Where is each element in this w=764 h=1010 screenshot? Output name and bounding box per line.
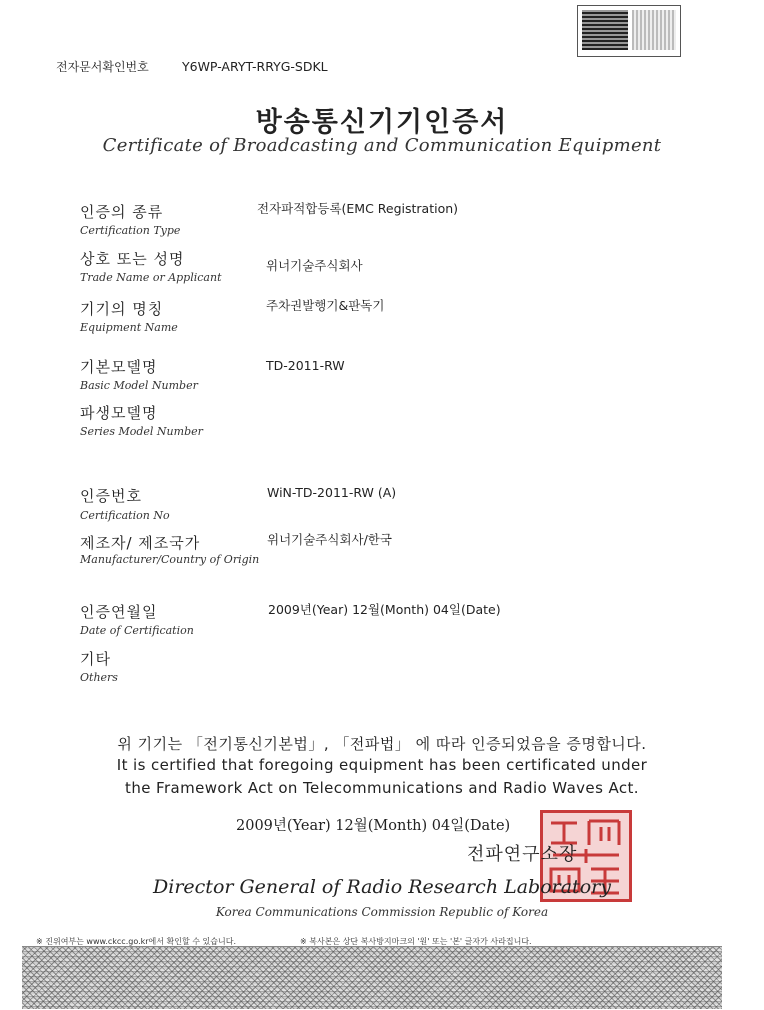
director-title-korean: 전파연구소장 — [467, 844, 578, 865]
field-label-en: Trade Name or Applicant — [80, 271, 222, 284]
issuing-organization: Korea Communications Commission Republic of Korea — [215, 905, 549, 919]
field-label-kr: 인증번호 — [80, 487, 142, 505]
field-label-en: Certification Type — [80, 224, 181, 237]
field-label-en: Manufacturer/Country of Origin — [80, 553, 260, 566]
certificate-title-english: Certificate of Broadcasting and Communication Equipment — [102, 135, 662, 156]
field-label-en: Equipment Name — [80, 321, 178, 334]
field-label-en: Series Model Number — [80, 425, 203, 438]
field-label-kr: 파생모델명 — [80, 404, 158, 422]
field-label-kr: 기기의 명칭 — [80, 300, 164, 318]
certification-statement-english-line2: the Framework Act on Telecommunications and Radio Waves Act. — [125, 779, 639, 797]
certification-statement-english-line1: It is certified that foregoing equipment has been certificated under — [116, 756, 648, 774]
field-label-en: Date of Certification — [80, 624, 194, 637]
copy-protection-mark — [577, 5, 681, 57]
copy-protection-pattern — [582, 10, 628, 50]
director-title-english: Director General of Radio Research Laboratory — [153, 876, 611, 898]
copy-protection-pattern — [632, 10, 676, 50]
field-label-kr: 인증연월일 — [80, 603, 158, 621]
field-value: 위너기술주식회사 — [266, 258, 363, 273]
document-number — [56, 58, 328, 75]
field-label-kr: 상호 또는 성명 — [80, 250, 185, 268]
field-value: TD-2011-RW — [266, 358, 345, 373]
certification-statement-korean: 위 기기는 「전기통신기본법」, 「전파법」 에 따라 인증되었음을 증명합니다. — [117, 735, 647, 753]
field-label-kr: 기본모델명 — [80, 358, 158, 376]
document-number-label: 전자문서확인번호 — [56, 60, 149, 74]
field-value: 전자파적합등록(EMC Registration) — [257, 201, 459, 216]
verification-note: ※ 진위여부는 www.ckcc.go.kr에서 확인할 수 있습니다. — [36, 937, 236, 946]
field-value: 2009년(Year) 12월(Month) 04일(Date) — [268, 602, 501, 617]
field-label-kr: 인증의 종류 — [80, 203, 164, 221]
field-label-kr: 기타 — [80, 650, 111, 668]
issue-date: 2009년(Year) 12월(Month) 04일(Date) — [236, 818, 511, 834]
field-value: 위너기술주식회사/한국 — [267, 532, 392, 547]
field-label-en: Others — [80, 671, 118, 684]
field-label-kr: 제조자/ 제조국가 — [80, 534, 201, 552]
anti-copy-pattern-band — [22, 946, 722, 1009]
field-label-en: Certification No — [80, 509, 170, 522]
copy-note: ※ 복사본은 상단 복사방지마크의 '원' 또는 '본' 글자가 사라집니다. — [300, 937, 532, 946]
certificate-title-korean: 방송통신기기인증서 — [255, 107, 509, 138]
field-value: WiN-TD-2011-RW (A) — [267, 485, 397, 500]
document-number-value: Y6WP-ARYT-RRYG-SDKL — [181, 59, 328, 74]
field-value: 주차권발행기&판독기 — [266, 298, 385, 313]
field-label-en: Basic Model Number — [80, 379, 198, 392]
